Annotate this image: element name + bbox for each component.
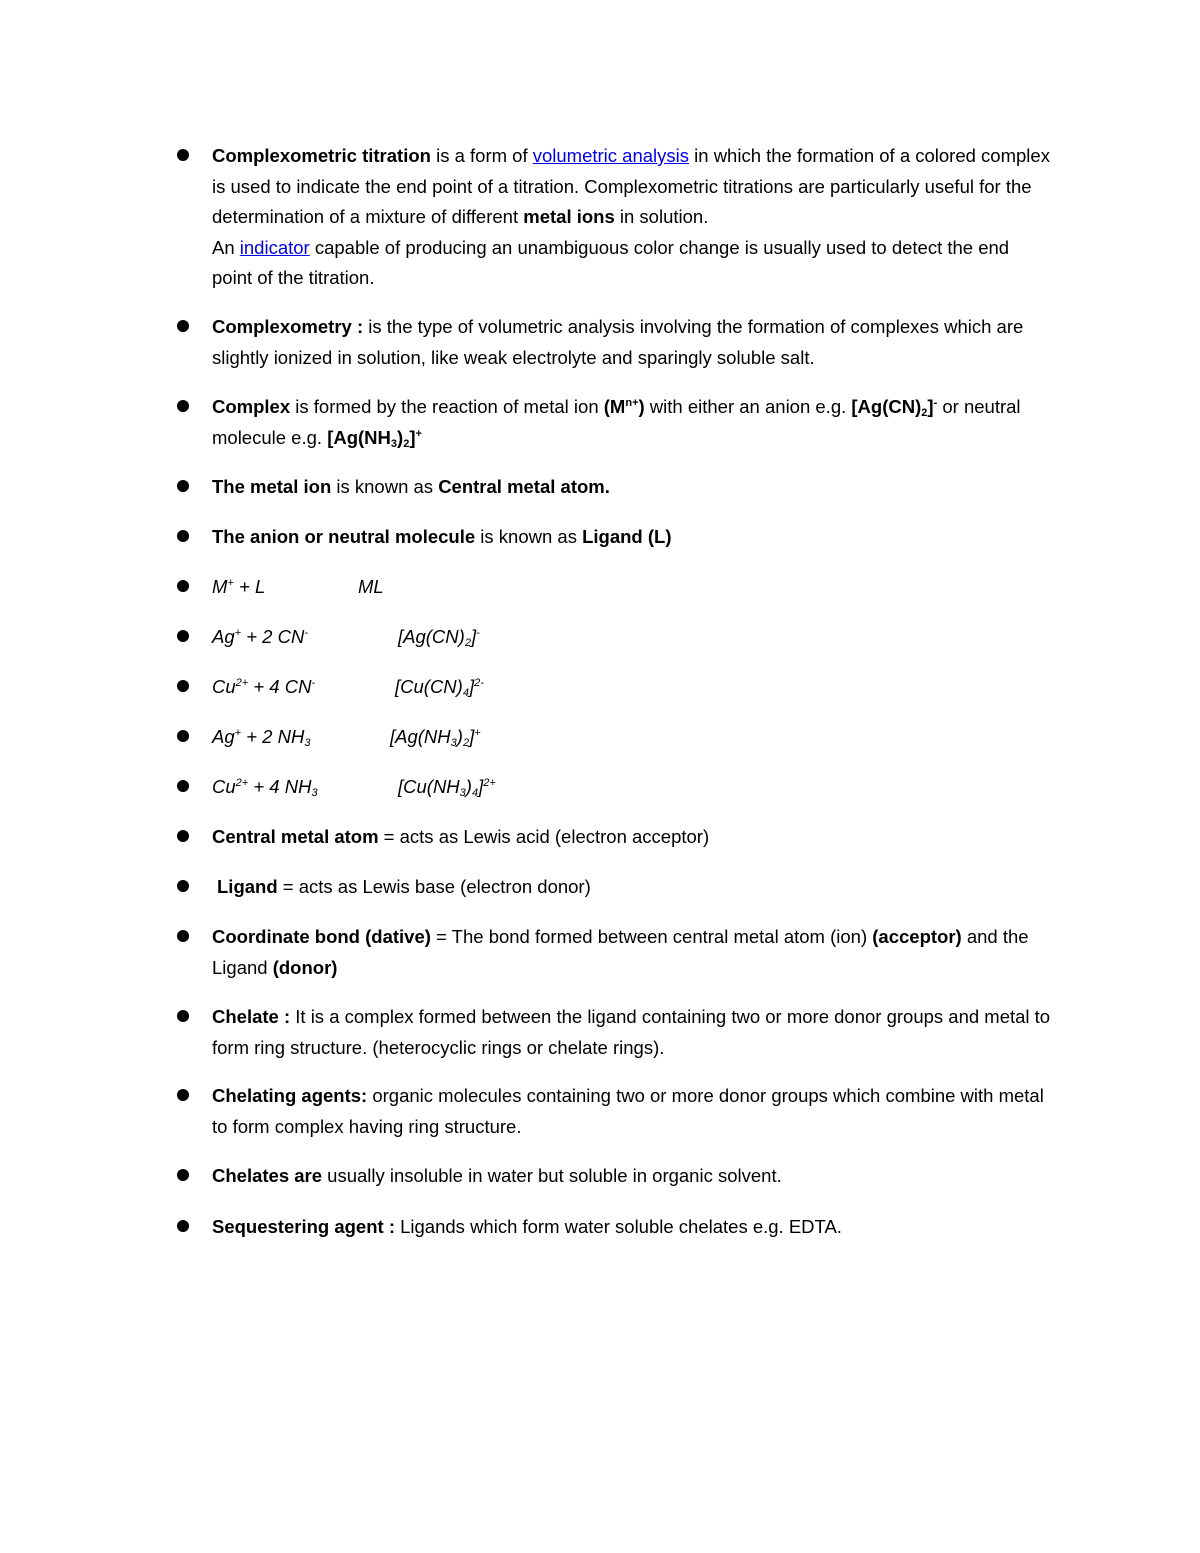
equation-lhs: Ag+ + 2 CN- xyxy=(212,626,308,647)
text: is known as xyxy=(331,476,439,497)
list-item xyxy=(212,872,1052,903)
term: The anion or neutral molecule xyxy=(212,526,476,547)
text: It is a complex formed between the ligand containing two or more donor groups and metal to form ring structure. (heterocyclic rings or chelate rings). xyxy=(212,1006,1051,1058)
list-item xyxy=(212,312,1052,373)
text: in which the formation of a colored complex is used to indicate the end point of a titration. Complexometric titrations are particularly useful for the determination of a mixture of different xyxy=(212,145,1050,227)
text: usually insoluble in water but soluble in organic solvent. xyxy=(322,1165,782,1186)
text: = acts as Lewis base (electron donor) xyxy=(277,876,591,897)
equation-lhs: Ag+ + 2 $NH_3$ xyxy=(212,726,311,749)
text: is formed by the reaction of metal ion xyxy=(290,396,604,417)
bullet-icon xyxy=(177,880,189,892)
bullet-icon xyxy=(177,730,189,742)
term: Central metal atom. xyxy=(438,476,610,497)
text: with either an anion e.g. xyxy=(644,396,852,417)
list-item xyxy=(212,141,1052,294)
list-item xyxy=(212,1002,1052,1063)
equation-rhs: ML xyxy=(358,576,384,597)
bullet-icon xyxy=(177,680,189,692)
bullet-icon xyxy=(177,580,189,592)
equation-lhs: M+ + L xyxy=(212,576,266,597)
term: Complexometric titration xyxy=(212,145,431,166)
bullet-icon xyxy=(177,400,189,412)
term: The metal ion xyxy=(212,476,332,497)
text: capable of producing an unambiguous color change is usually used to detect the end point of the titration. xyxy=(212,236,1010,288)
bullet-icon xyxy=(177,1169,189,1181)
bullet-icon xyxy=(177,780,189,792)
list-item xyxy=(212,922,1052,983)
text: = The bond formed between central metal atom (ion) xyxy=(430,926,873,947)
bullet-icon xyxy=(177,530,189,542)
equation xyxy=(212,622,1052,653)
text: or neutral molecule e.g. xyxy=(212,396,1021,448)
bullet-icon xyxy=(177,930,189,942)
bullet-icon xyxy=(177,149,189,161)
text: Ligands which form water soluble chelates e.g. EDTA. xyxy=(394,1216,842,1237)
text: An xyxy=(212,236,240,258)
indicator-link[interactable]: indicator xyxy=(239,236,310,258)
list-item xyxy=(212,1212,1052,1243)
text: is known as xyxy=(475,526,583,547)
term: Complex xyxy=(212,396,291,417)
text: = acts as Lewis acid (electron acceptor) xyxy=(378,826,710,847)
list-item xyxy=(212,822,1052,853)
bullet-icon xyxy=(177,480,189,492)
term: Chelate : xyxy=(212,1006,291,1027)
text: and the Ligand xyxy=(212,926,1029,978)
text: is the type of volumetric analysis involving the formation of complexes which are slightly ionized in solution, like weak electrolyte and sparingly soluble salt. xyxy=(212,316,1024,368)
term: Ligand (L) xyxy=(582,526,672,547)
equation-rhs: $[Ag(CN)_2]^-$ xyxy=(398,626,480,649)
list-item xyxy=(212,392,1052,453)
bullet-icon xyxy=(177,630,189,642)
equation-rhs: $[Ag(NH_3)_2]^+$ xyxy=(390,726,481,749)
equation-rhs: $[Cu(NH_3)_4]^{2+}$ xyxy=(398,776,496,799)
equation-lhs: $Cu^{2+} + 4$ $NH_3$ xyxy=(212,776,318,799)
equation xyxy=(212,572,1052,603)
term: Ligand xyxy=(217,876,278,897)
formula-ag-nh3: $[Ag(NH_3)_2]^+$ xyxy=(327,426,422,450)
list-item xyxy=(212,1161,1052,1192)
bullet-icon xyxy=(177,830,189,842)
text: organic molecules containing two or more donor groups which combine with metal to form complex having ring structure. xyxy=(212,1085,1044,1137)
equation xyxy=(212,772,1052,803)
formula-ag-cn: $[Ag(CN)_2]^-$ xyxy=(851,396,938,419)
equation-lhs: $Cu^{2+} + 4$ CN- xyxy=(212,676,316,697)
text: is a form of xyxy=(430,145,533,166)
term: metal ions xyxy=(523,206,615,227)
equation xyxy=(212,722,1052,753)
term: (donor) xyxy=(272,956,338,978)
list-item xyxy=(212,472,1052,503)
equation-rhs: $[Cu(CN)_4]^{2-}$ xyxy=(395,676,484,699)
term: Complexometry : xyxy=(212,316,364,337)
term: (acceptor) xyxy=(872,926,962,947)
volumetric-analysis-link[interactable]: volumetric analysis xyxy=(532,145,690,166)
term: Central metal atom xyxy=(212,826,379,847)
list-item xyxy=(212,1081,1052,1142)
term: Coordinate bond (dative) xyxy=(212,926,431,947)
formula-metal-ion: $(M^{n+})$ xyxy=(603,396,645,417)
bullet-icon xyxy=(177,1010,189,1022)
term: Chelates are xyxy=(212,1165,323,1186)
text: in solution. xyxy=(614,206,709,227)
bullet-icon xyxy=(177,1089,189,1101)
term: Chelating agents: xyxy=(212,1085,368,1106)
bullet-icon xyxy=(177,320,189,332)
term: Sequestering agent : xyxy=(212,1216,395,1237)
bullet-icon xyxy=(177,1220,189,1232)
list-item xyxy=(212,522,1052,553)
equation xyxy=(212,672,1052,703)
